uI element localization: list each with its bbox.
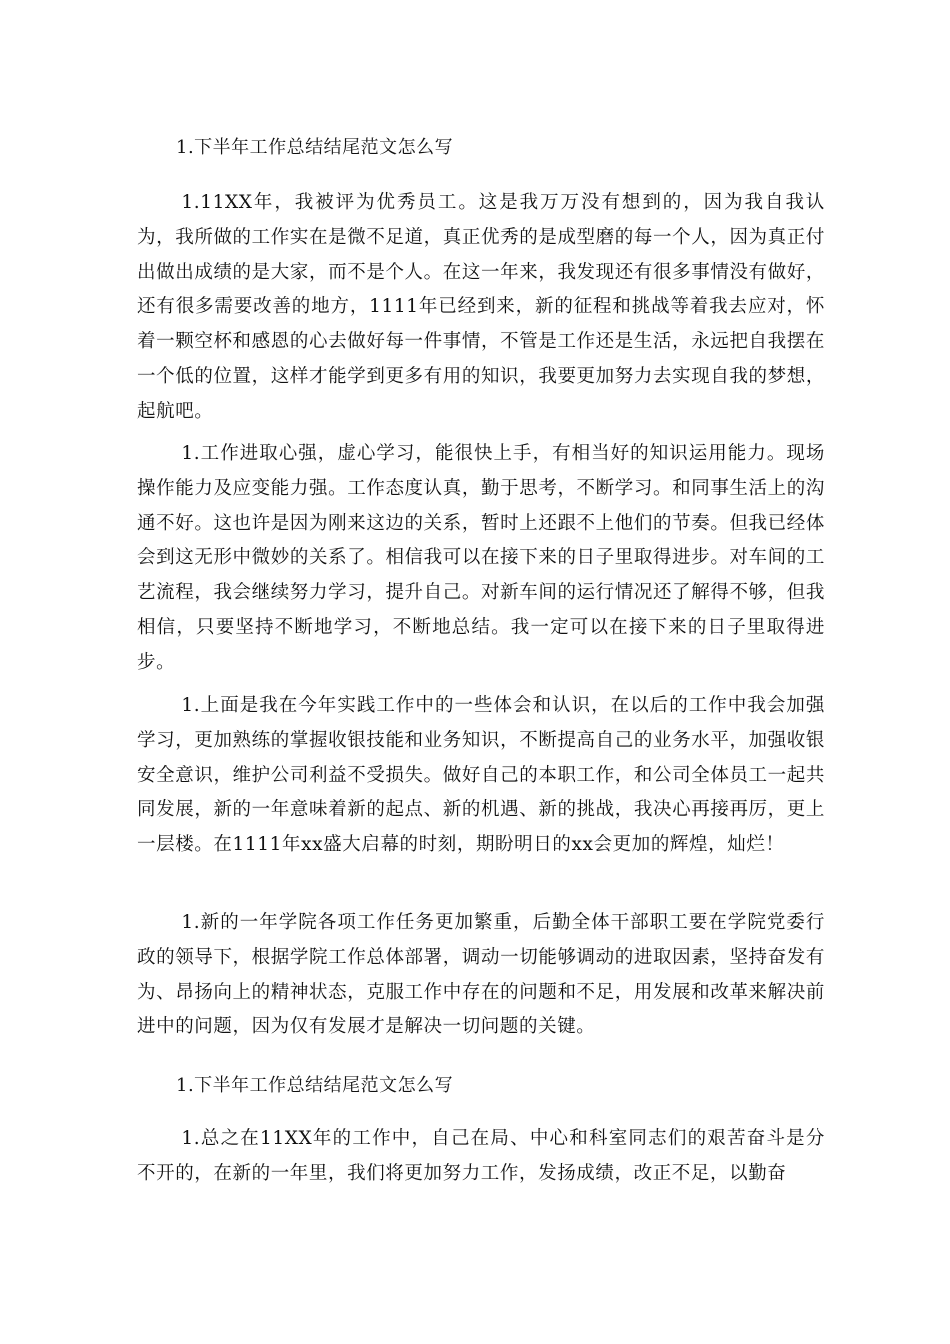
paragraph-college-logistics: 1.新的一年学院各项工作任务更加繁重，后勤全体干部职工要在学院党委行政的领导下，根据学院工作总体部署，调动一切能够调动的进取因素，坚持奋发有为、昂扬向上的精神状态，克服工作中存在的问题和不足，用发展和改革来解决前进中的问题，因为仅有发展才是解决一切问题的关键。: [137, 912, 825, 1038]
section-heading: 1.下半年工作总结结尾范文怎么写: [176, 137, 454, 158]
paragraph-cashier-learning: 1.上面是我在今年实践工作中的一些体会和认识，在以后的工作中我会加强学习，更加熟练的掌握收银技能和业务知识，不断提高自己的业务水平，加强收银安全意识，维护公司利益不受损失。做好自己的本职工作，和公司全体员工一起共同发展，新的一年意味着新的起点、新的机遇、新的挑战，我决心再接再厉，更上一层楼。在1111年xx盛大启幕的时刻，期盼明日的xx会更加的辉煌，灿烂！: [137, 695, 825, 856]
paragraph-summary: 1.总之在11XX年的工作中，自己在局、中心和科室同志们的艰苦奋斗是分不开的，在新的一年里，我们将更加努力工作，发扬成绩，改正不足，以勤奋: [137, 1128, 825, 1184]
section-heading-repeat: 1.下半年工作总结结尾范文怎么写: [176, 1075, 454, 1096]
paragraph-excellent-employee: 1.11XX年，我被评为优秀员工。这是我万万没有想到的，因为我自我认为，我所做的工作实在是微不足道，真正优秀的是成型磨的每一个人，因为真正付出做出成绩的是大家，而不是个人。在这一年来，我发现还有很多事情没有做好，还有很多需要改善的地方，1111年已经到来，新的征程和挑战等着我去应对，怀着一颗空杯和感恩的心去做好每一件事情，不管是工作还是生活，永远把自我摆在一个低的位置，这样才能学到更多有用的知识，我要更加努力去实现自我的梦想，起航吧。: [137, 192, 825, 422]
paragraph-work-attitude: 1.工作进取心强，虚心学习，能很快上手，有相当好的知识运用能力。现场操作能力及应变能力强。工作态度认真，勤于思考，不断学习。和同事生活上的沟通不好。这也许是因为刚来这边的关系，暂时上还跟不上他们的节奏。但我已经体会到这无形中微妙的关系了。相信我可以在接下来的日子里取得进步。对车间的工艺流程，我会继续努力学习，提升自己。对新车间的运行情况还了解得不够，但我相信，只要坚持不断地学习，不断地总结。我一定可以在接下来的日子里取得进步。: [137, 443, 825, 673]
